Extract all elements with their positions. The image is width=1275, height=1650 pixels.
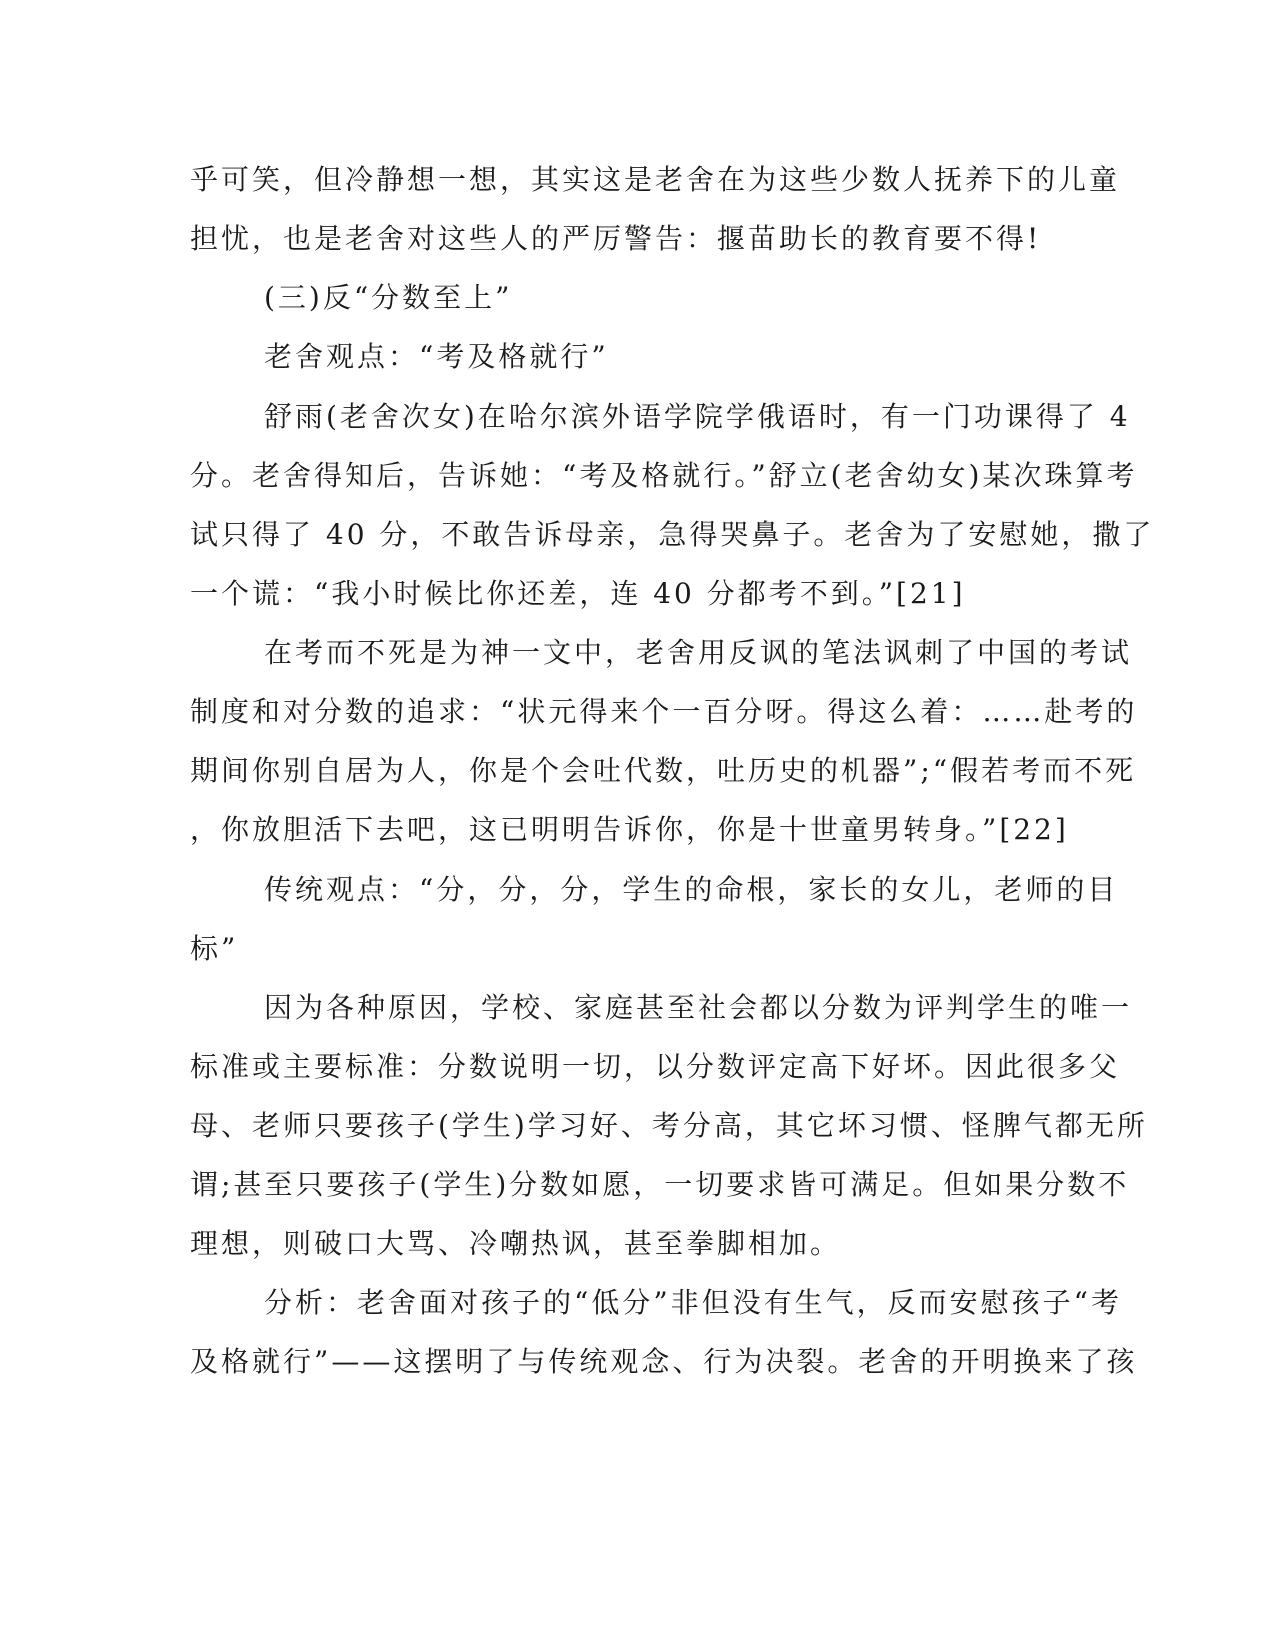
paragraph-line: 舒雨(老舍次女)在哈尔滨外语学院学俄语时，有一门功课得了 4	[264, 400, 1131, 433]
paragraph-line: 在考而不死是为神一文中，老舍用反讽的笔法讽刺了中国的考试	[264, 636, 1133, 669]
paragraph-line: 理想，则破口大骂、冷嘲热讽，甚至拳脚相加。	[190, 1227, 842, 1260]
paragraph-line: 一个谎：“我小时候比你还差，连 40 分都考不到。”[21]	[190, 577, 966, 610]
subheading-traditional-view: 传统观点：“分，分，分，学生的命根，家长的女儿，老师的目	[264, 873, 1119, 906]
paragraph-line: 标”	[190, 932, 239, 965]
paragraph-line: 及格就行”——这摆明了与传统观念、行为决裂。老舍的开明换来了孩	[190, 1345, 1138, 1378]
paragraph-line: ，你放胆活下去吧，这已明明告诉你，你是十世童男转身。”[22]	[190, 813, 1069, 846]
subheading-laoshe-view: 老舍观点：“考及格就行”	[264, 340, 609, 373]
paragraph-line: 谓;甚至只要孩子(学生)分数如愿，一切要求皆可满足。但如果分数不	[190, 1168, 1130, 1201]
section-heading: (三)反“分数至上”	[264, 281, 513, 314]
paragraph-line: 因为各种原因，学校、家庭甚至社会都以分数为评判学生的唯一	[264, 991, 1133, 1024]
paragraph-line: 分析：老舍面对孩子的“低分”非但没有生气，反而安慰孩子“考	[264, 1286, 1122, 1319]
paragraph-line: 期间你别自居为人，你是个会吐代数，吐历史的机器”;“假若考而不死	[190, 754, 1137, 787]
paragraph-line: 标准或主要标准：分数说明一切，以分数评定高下好坏。因此很多父	[190, 1050, 1121, 1083]
paragraph-line: 分。老舍得知后，告诉她：“考及格就行。”舒立(老舍幼女)某次珠算考	[190, 459, 1138, 492]
paragraph-line: 母、老师只要孩子(学生)学习好、考分高，其它坏习惯、怪脾气都无所	[190, 1109, 1148, 1142]
text-line-2: 担忧，也是老舍对这些人的严厉警告：揠苗助长的教育要不得!	[190, 222, 1042, 255]
paragraph-line: 制度和对分数的追求：“状元得来个一百分呀。得这么着：……赴考的	[190, 695, 1138, 728]
text-line-1: 乎可笑，但冷静想一想，其实这是老舍在为这些少数人抚养下的儿童	[190, 163, 1121, 196]
paragraph-line: 试只得了 40 分，不敢告诉母亲，急得哭鼻子。老舍为了安慰她，撒了	[190, 518, 1155, 551]
